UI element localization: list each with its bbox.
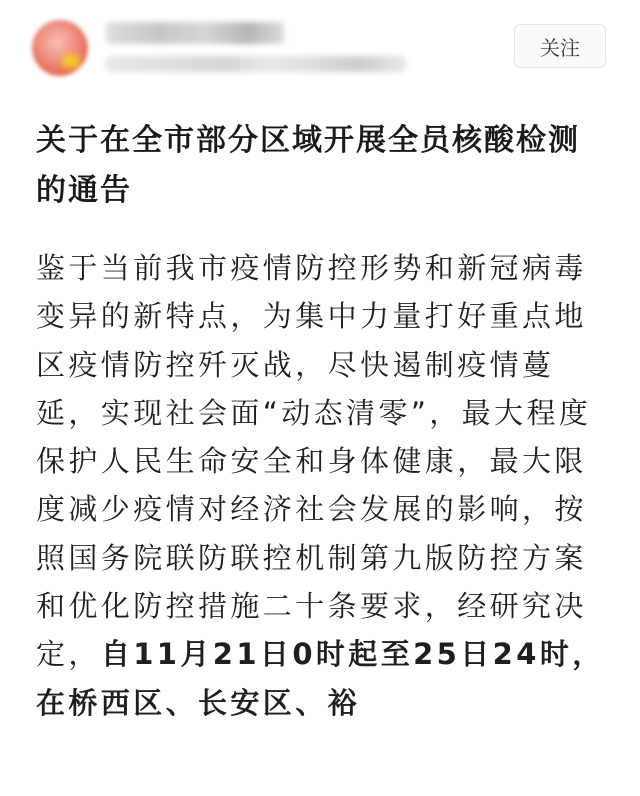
paragraph-emphasis: 自11月21日0时起至25日24时，在桥西区、长安区、裕 xyxy=(36,637,605,720)
follow-button[interactable]: 关注 xyxy=(514,24,606,68)
avatar-emblem xyxy=(62,54,80,68)
author-name-redacted[interactable] xyxy=(106,22,284,44)
paragraph-text: 鉴于当前我市疫情防控形势和新冠病毒变异的新特点，为集中力量打好重点地区疫情防控歼灭战，尽快遏制疫情蔓延，实现社会面“动态清零”，最大程度保护人民生命安全和身体健康，最大限度减少疫情对经济社会发展的影响，按照国务院联防联控机制第九版防控方案和优化防控措施二十条要求，经研究决定， xyxy=(36,251,592,672)
article-header xyxy=(0,0,640,100)
article-content xyxy=(36,116,610,727)
article-paragraph xyxy=(36,244,610,727)
author-avatar[interactable] xyxy=(32,20,88,76)
article-title: 关于在全市部分区域开展全员核酸检测的通告 xyxy=(36,123,580,208)
author-meta-redacted xyxy=(106,56,406,72)
